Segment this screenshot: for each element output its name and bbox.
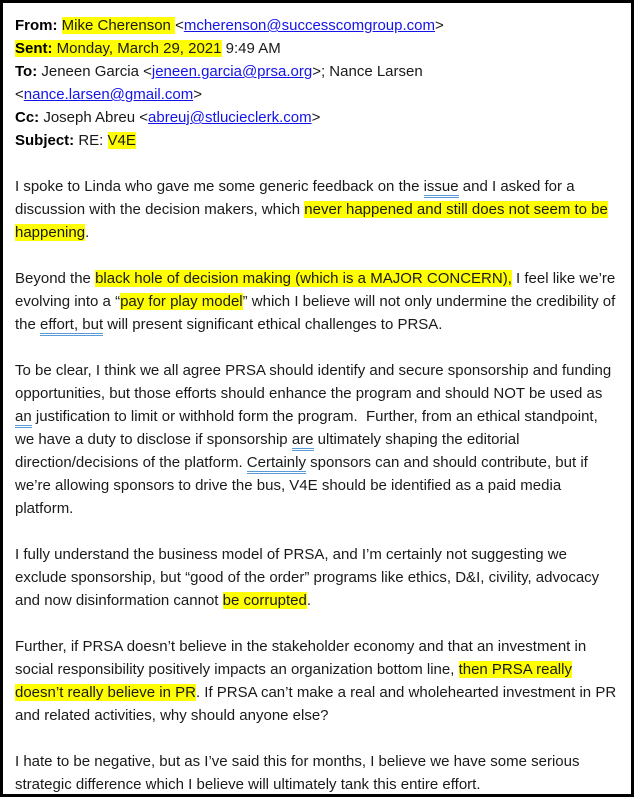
highlighted-text: pay for play model — [120, 293, 243, 310]
grammar-flagged-text: are — [292, 431, 314, 451]
text-run: >; Nance Larsen — [312, 63, 423, 80]
field-label: To: — [15, 63, 42, 80]
text-run: justification to limit or withhold form the program. Further, from an ethical standpoint, we have a duty to disclose if sponsorship — [15, 408, 598, 448]
field-label: Cc: — [15, 109, 44, 126]
text-run: > — [193, 86, 202, 103]
header-line-to-continued — [15, 83, 619, 106]
email-link[interactable]: nance.larsen@gmail.com — [23, 86, 194, 103]
email-link[interactable]: mcherenson@successcomgroup.com — [183, 17, 435, 34]
grammar-flagged-text: an — [15, 408, 32, 428]
text-run: 9:49 AM — [221, 40, 281, 57]
grammar-flagged-text: Certainly — [247, 454, 306, 474]
email-header — [15, 14, 619, 152]
text-run: . If PRSA can’t make a real and wholehearted investment in PR and related activities, why should anyone else? — [15, 684, 617, 724]
email-link[interactable]: abreuj@stlucieclerk.com — [148, 109, 312, 126]
email-paragraph-6 — [15, 750, 619, 796]
highlighted-text: Monday, March 29, 2021 — [56, 40, 222, 57]
text-run: Further, if PRSA doesn’t believe in the stakeholder economy and that an investment in social responsibility positively impacts an organization bottom line, — [15, 638, 587, 678]
highlighted-text: be corrupted — [222, 592, 307, 609]
text-run: Beyond the — [15, 270, 96, 287]
email-paragraph-5 — [15, 635, 619, 727]
highlighted-text: Mike Cherenson — [61, 17, 176, 34]
text-run: and I asked for a discussion with the decision makers, which — [15, 178, 575, 218]
text-run: ” which I believe will not only undermine the credibility of the — [15, 293, 616, 333]
field-label: From: — [15, 17, 62, 34]
text-run: ultimately shaping the editorial direction/decisions of the platform. — [15, 431, 520, 471]
header-line-from — [15, 14, 619, 37]
text-run: Joseph Abreu < — [43, 109, 149, 126]
header-line-subject — [15, 129, 619, 152]
grammar-flagged-text: issue — [424, 178, 459, 198]
highlighted-text: then PRSA really doesn’t really believe in PR — [15, 661, 572, 701]
text-run: will present significant ethical challenges to PRSA. — [103, 316, 443, 333]
header-line-to — [15, 60, 619, 83]
text-run: < — [175, 17, 184, 34]
text-run: . — [306, 592, 312, 609]
text-run: RE: — [78, 132, 108, 149]
highlighted-text: black hole of decision making (which is a MAJOR CONCERN), — [95, 270, 512, 287]
email-link[interactable]: jeneen.garcia@prsa.org — [151, 63, 313, 80]
text-run: > — [435, 17, 444, 34]
header-line-cc — [15, 106, 619, 129]
email-paragraph-1 — [15, 175, 619, 244]
email-paragraph-3 — [15, 359, 619, 520]
highlighted-text: never happened and still does not seem to be happening — [15, 201, 608, 241]
text-run: sponsors can and should contribute, but if we’re allowing sponsors to drive the bus, V4E should be identified as a paid media platform. — [15, 454, 588, 517]
header-line-sent — [15, 37, 619, 60]
email-paragraph-2 — [15, 267, 619, 336]
text-run: I feel like we’re evolving into a “ — [15, 270, 616, 310]
text-run: I spoke to Linda who gave me some generic feedback on the — [15, 178, 424, 195]
highlighted-text: V4E — [107, 132, 136, 149]
field-label-highlighted: Sent: — [15, 40, 57, 57]
email-paragraph-4 — [15, 543, 619, 612]
field-label: Subject: — [15, 132, 79, 149]
text-run: I fully understand the business model of PRSA, and I’m certainly not suggesting we exclude sponsorship, but “good of the order” programs like ethics, D&I, civility, advocacy and now disinformation cannot — [15, 546, 600, 609]
email-body — [15, 175, 619, 796]
text-run: > — [311, 109, 321, 126]
grammar-flagged-text: effort, but — [40, 316, 103, 336]
text-run: . — [85, 224, 90, 241]
text-run: To be clear, I think we all agree PRSA should identify and secure sponsorship and funding opportunities, but those efforts should enhance the program and should NOT be used as — [15, 362, 612, 402]
text-run: < — [15, 86, 24, 103]
text-run: I hate to be negative, but as I’ve said this for months, I believe we have some serious strategic difference which I believe will ultimately tank this entire effort. — [15, 753, 580, 793]
text-run: Jeneen Garcia < — [41, 63, 152, 80]
